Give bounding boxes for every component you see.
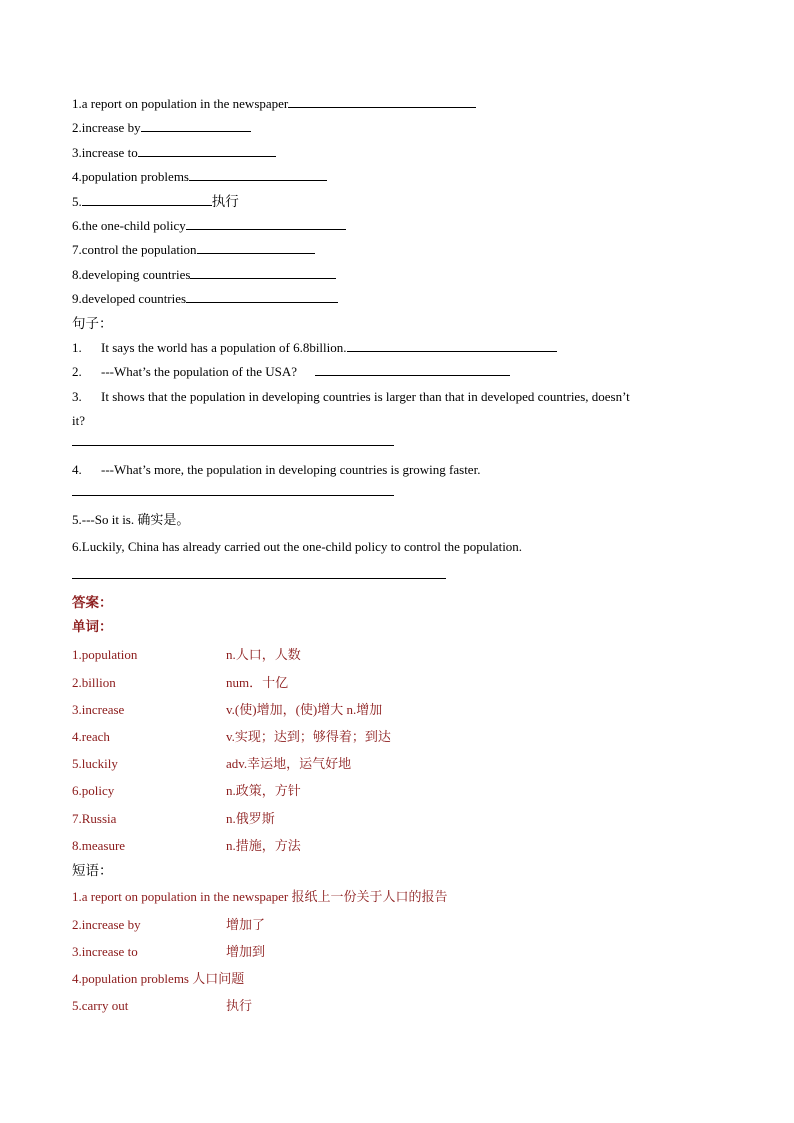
vocab-row: 8.measure n.措施，方法 bbox=[72, 837, 301, 853]
sentence-item-3-cont: it? bbox=[72, 413, 85, 429]
phrase-item-3 bbox=[72, 141, 682, 165]
answer-line[interactable] bbox=[72, 566, 446, 579]
answer-heading: 答案： bbox=[72, 594, 113, 611]
answer-blank[interactable] bbox=[197, 240, 315, 254]
phrase-answer-row: 1.a report on population in the newspaper 报纸上一份关于人口的报告 bbox=[72, 889, 448, 905]
phrase-text: 6.the one-child policy bbox=[72, 217, 186, 233]
phrase-item-4 bbox=[72, 165, 682, 189]
sentence-item-3: 3. It shows that the population in developing countries is larger than that in developed countries, doesn’t bbox=[72, 385, 682, 409]
sentence-text: It says the world has a population of 6.8billion. bbox=[101, 339, 347, 355]
answer-blank[interactable] bbox=[138, 143, 276, 157]
vocab-row: 1.population n.人口，人数 bbox=[72, 647, 301, 663]
words-heading: 单词： bbox=[72, 619, 113, 636]
phrase-text: 5. bbox=[72, 193, 82, 209]
phrases-heading: 短语： bbox=[72, 862, 113, 879]
answer-blank[interactable] bbox=[82, 192, 212, 206]
answer-line[interactable] bbox=[72, 483, 394, 496]
answer-key bbox=[72, 591, 682, 1020]
phrase-answer-row: 4.population problems 人口问题 bbox=[72, 970, 245, 986]
vocab-row: 3.increase v.(使)增加，(使)增大 n.增加 bbox=[72, 701, 383, 717]
phrase-item-5 bbox=[72, 190, 682, 214]
answer-blank[interactable] bbox=[288, 94, 476, 108]
sentence-item-1: 1. It says the world has a population of 6.8billion. bbox=[72, 336, 682, 360]
phrase-item-1 bbox=[72, 92, 682, 116]
phrase-item-9 bbox=[72, 287, 682, 311]
phrase-text: 9.developed countries bbox=[72, 291, 187, 307]
vocab-row: 2.billion num．十亿 bbox=[72, 674, 289, 690]
phrase-text: 2.increase by bbox=[72, 120, 141, 136]
sentence-item-2: 2. ---What’s the population of the USA? bbox=[72, 360, 682, 384]
phrase-item-7 bbox=[72, 238, 682, 262]
phrase-hint: 执行 bbox=[211, 193, 239, 210]
phrase-item-8 bbox=[72, 263, 682, 287]
vocab-row: 4.reach v.实现；达到；够得着；到达 bbox=[72, 728, 391, 744]
vocab-row: 5.luckily adv.幸运地，运气好地 bbox=[72, 756, 352, 772]
sentence-item-5: 5.---So it is. 确实是。 bbox=[72, 511, 190, 527]
phrase-item-6 bbox=[72, 214, 682, 238]
phrase-text: 3.increase to bbox=[72, 144, 138, 160]
sentence-item-6: 6.Luckily, China has already carried out the one-child policy to control the population. bbox=[72, 539, 523, 555]
phrase-exercise-list bbox=[72, 92, 682, 312]
answer-blank[interactable] bbox=[141, 118, 251, 132]
phrase-text: 8.developing countries bbox=[72, 266, 191, 282]
answer-blank[interactable] bbox=[347, 338, 557, 352]
sentences-heading: 句子： bbox=[72, 315, 113, 332]
sentence-text: ---What’s more, the population in developing countries is growing faster. bbox=[101, 462, 481, 478]
phrase-text: 1.a report on population in the newspaper bbox=[72, 96, 289, 111]
phrase-answer-row: 5.carry out 执行 bbox=[72, 998, 253, 1014]
worksheet-page bbox=[72, 92, 682, 1019]
phrase-text: 4.population problems bbox=[72, 169, 189, 185]
answer-blank[interactable] bbox=[186, 289, 338, 303]
vocab-row: 6.policy n.政策，方针 bbox=[72, 783, 301, 799]
answer-blank[interactable] bbox=[186, 216, 346, 230]
phrase-item-2 bbox=[72, 116, 682, 140]
phrase-text: 7.control the population bbox=[72, 242, 197, 258]
sentence-item-4: 4. ---What’s more, the population in developing countries is growing faster. bbox=[72, 458, 682, 482]
answer-blank[interactable] bbox=[315, 362, 510, 376]
sentence-text: It shows that the population in developing countries is larger than that in developed countries, doesn’t bbox=[101, 388, 630, 404]
answer-blank[interactable] bbox=[189, 167, 327, 181]
answer-blank[interactable] bbox=[190, 265, 336, 279]
vocab-row: 7.Russia n.俄罗斯 bbox=[72, 810, 275, 826]
answer-line[interactable] bbox=[72, 433, 394, 446]
phrase-answer-row: 3.increase to 增加到 bbox=[72, 943, 266, 959]
phrase-answer-row: 2.increase by 增加了 bbox=[72, 916, 266, 932]
sentence-text: ---What’s the population of the USA? bbox=[101, 364, 298, 380]
